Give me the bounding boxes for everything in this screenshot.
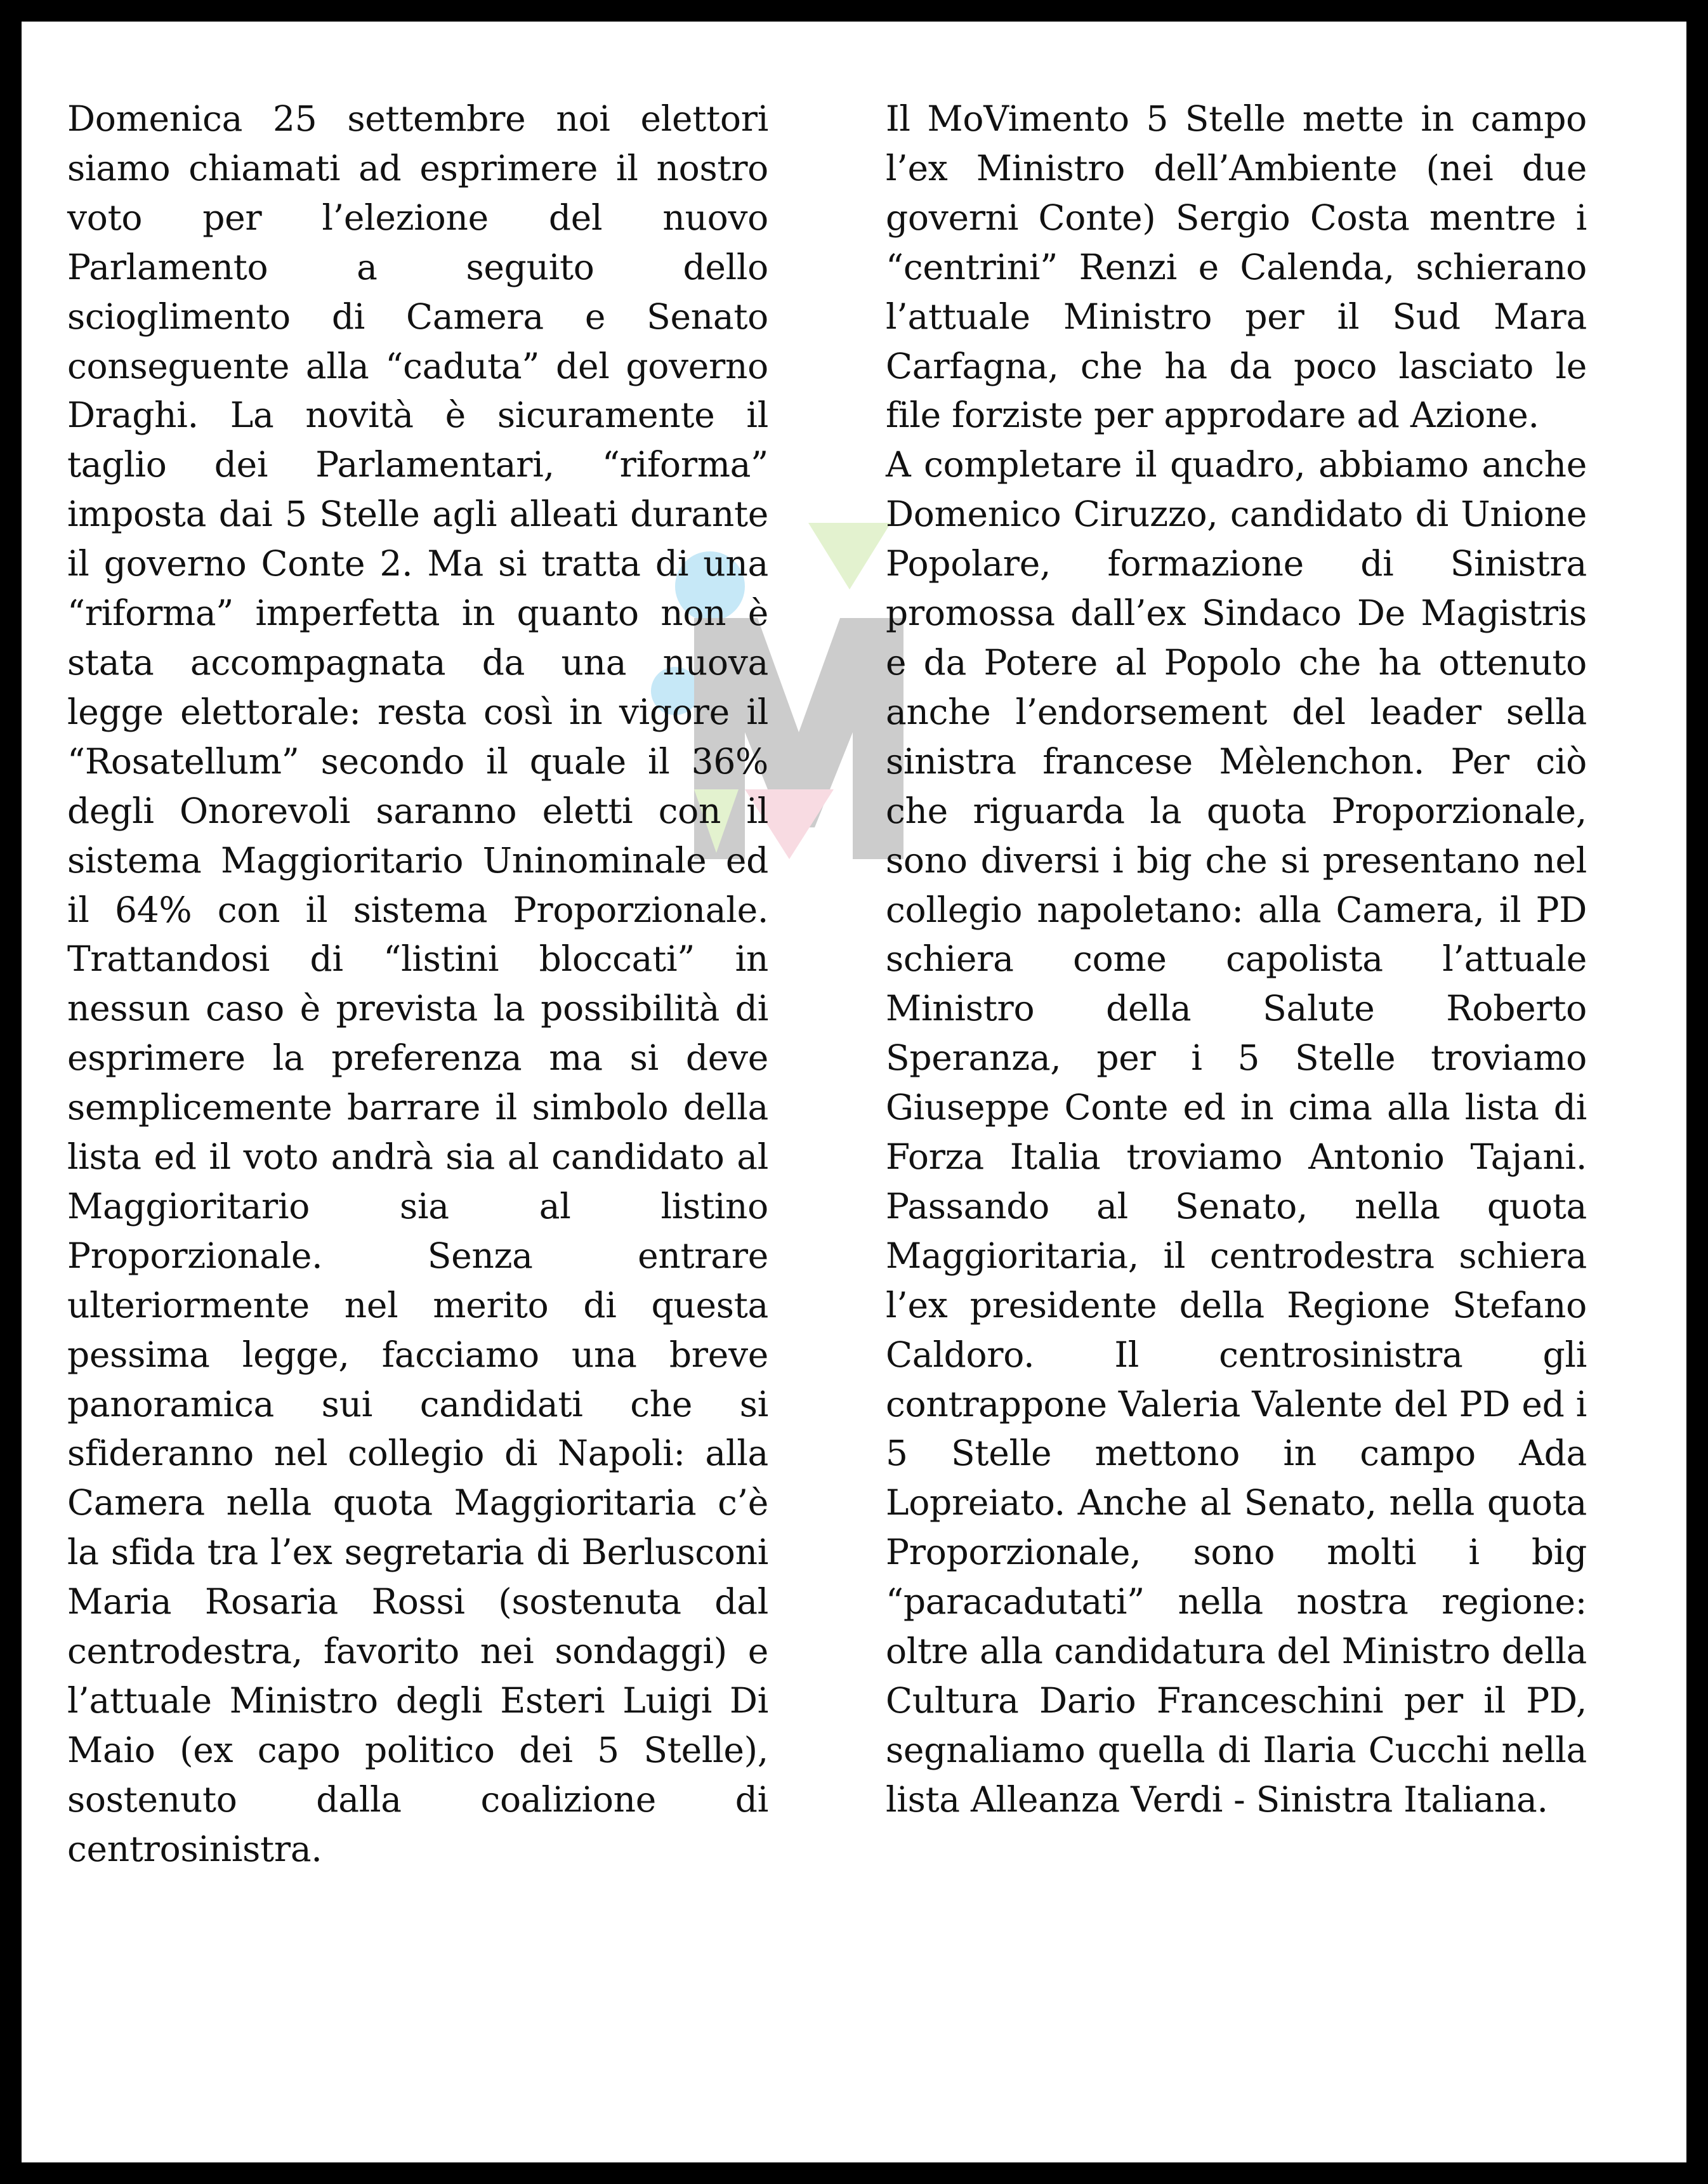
left-column <box>67 95 768 1874</box>
left-paragraph-1: Domenica 25 settembre noi elettori siamo chiamati ad esprimere il nostro voto per l’elezione del nuovo Parlamento a seguito dello scioglimento di Camera e Senato conseguente alla “caduta” del governo Draghi. La novità è sicuramente il taglio dei Parlamentari, “riforma” imposta dai 5 Stelle agli alleati durante il governo Conte 2. Ma si tratta di una “riforma” imperfetta in quanto non è stata accompagnata da una nuova legge elettorale: resta così in vigore il “Rosatellum” secondo il quale il 36% degli Onorevoli saranno eletti con il sistema Maggioritario Uninominale ed il 64% con il sistema Proporzionale. Trattandosi di “listini bloccati” in nessun caso è prevista la possibilità di esprimere la preferenza ma si deve semplicemente barrare il simbolo della lista ed il voto andrà sia al candidato al Maggioritario sia al listino Proporzionale. Senza entrare ulteriormente nel merito di questa pessima legge, facciamo una breve panoramica sui candidati che si sfideranno nel collegio di Napoli: alla Camera nella quota Maggioritaria c’è la sfida tra l’ex segretaria di Berlusconi Maria Rosaria Rossi (sostenuta dal centrodestra, favorito nei sondaggi) e l’attuale Ministro degli Esteri Luigi Di Maio (ex capo politico dei 5 Stelle), sostenuto dalla coalizione di centrosinistra. <box>67 98 768 1869</box>
document-page <box>22 22 1686 2162</box>
watermark-green-triangle <box>808 523 891 589</box>
right-paragraph-2: A completare il quadro, abbiamo anche Domenico Ciruzzo, candidato di Unione Popolare, formazione di Sinistra promossa dall’ex Sindaco De Magistris e da Potere al Popolo che ha ottenuto anche l’endorsement del leader sella sinistra francese Mèlenchon. Per ciò che riguarda la quota Proporzionale, sono diversi i big che si presentano nel collegio napoletano: alla Camera, il PD schiera come capolista l’attuale Ministro della Salute Roberto Speranza, per i 5 Stelle troviamo Giuseppe Conte ed in cima alla lista di Forza Italia troviamo Antonio Tajani. Passando al Senato, nella quota Maggioritaria, il centrodestra schiera l’ex presidente della Regione Stefano Caldoro. Il centrosinistra gli contrappone Valeria Valente del PD ed i 5 Stelle mettono in campo Ada Lopreiato. Anche al Senato, nella quota Proporzionale, sono molti i big “paracadutati” nella nostra regione: oltre alla candidatura del Ministro della Cultura Dario Franceschini per il PD, segnaliamo quella di Ilaria Cucchi nella lista Alleanza Verdi - Sinistra Italiana. <box>886 444 1587 1820</box>
right-paragraph-1: Il MoVimento 5 Stelle mette in campo l’ex Ministro dell’Ambiente (nei due governi Conte) Sergio Costa mentre i “centrini” Renzi e Calenda, schierano l’attuale Ministro per il Sud Mara Carfagna, che ha da poco lasciato le file forziste per approdare ad Azione. <box>886 98 1587 436</box>
right-column <box>886 95 1587 1825</box>
